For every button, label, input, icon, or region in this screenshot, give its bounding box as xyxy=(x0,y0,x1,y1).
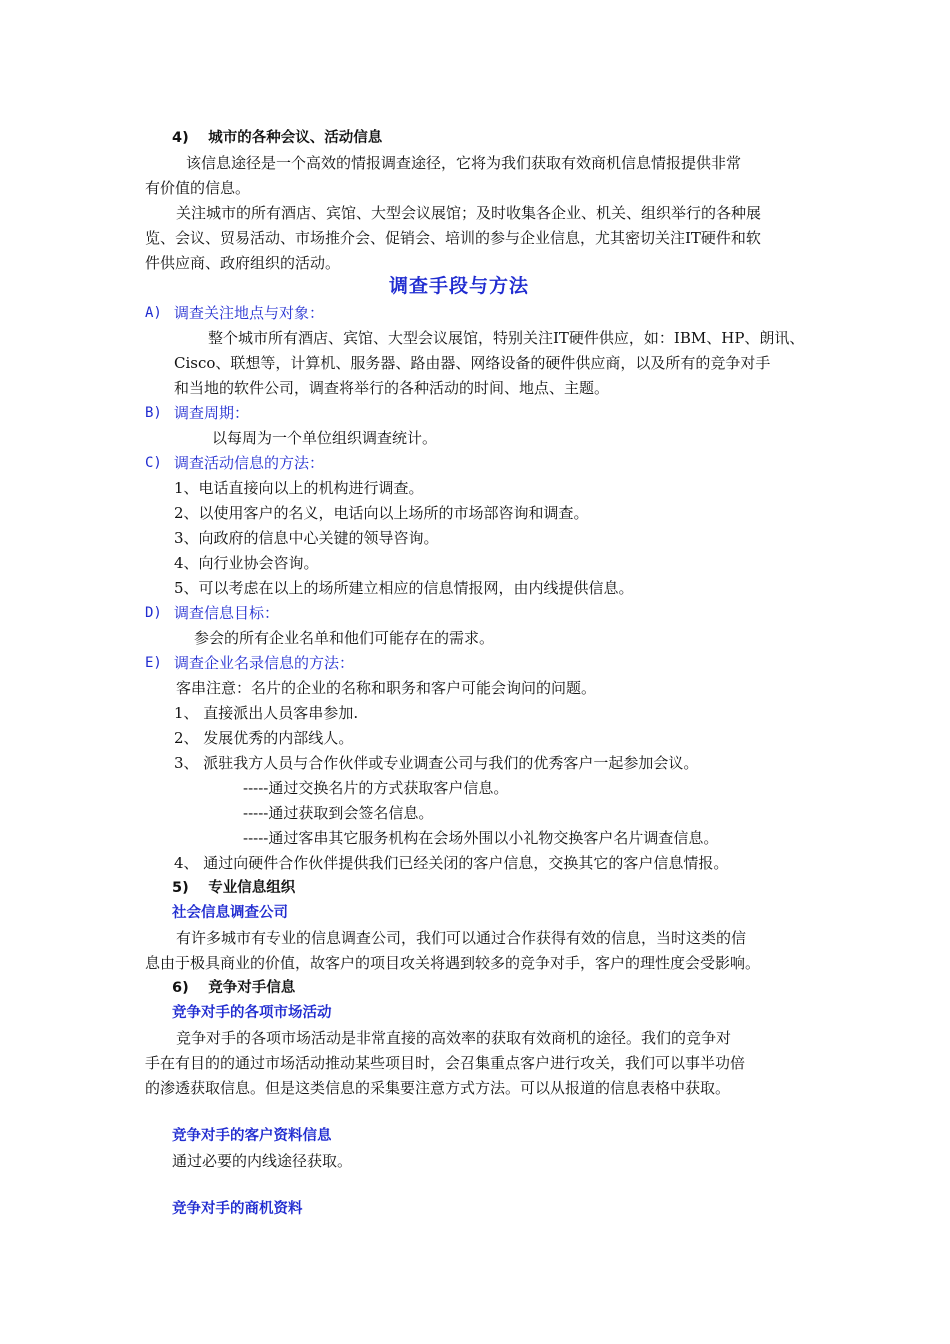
item-b-heading: 调查周期： xyxy=(174,404,250,422)
section-6-sub1-line1: 竞争对手的各项市场活动是非常直接的高效率的获取有效商机的途径。我们的竞争对 xyxy=(176,1029,732,1047)
item-c-list-item: 3、向政府的信息中心关键的领导咨询。 xyxy=(174,529,439,547)
section-5-subheading: 社会信息调查公司 xyxy=(172,905,288,921)
item-a-label: A) xyxy=(145,305,162,321)
item-c-list-item: 1、电话直接向以上的机构进行调查。 xyxy=(174,479,424,497)
section-6-sub1-heading: 竞争对手的各项市场活动 xyxy=(172,1005,332,1021)
item-e-list-item: 2、 发展优秀的内部线人。 xyxy=(174,729,354,747)
item-a-line1: 整个城市所有酒店、宾馆、大型会议展馆，特别关注IT硬件供应，如：IBM、HP、朗讯、 xyxy=(208,329,805,347)
item-c-heading: 调查活动信息的方法： xyxy=(174,454,325,472)
section-6-sub2-line1: 通过必要的内线途径获取。 xyxy=(172,1152,353,1170)
item-e-sub-item: -----通过交换名片的方式获取客户信息。 xyxy=(243,779,509,797)
section-6-sub2-heading: 竞争对手的客户资料信息 xyxy=(172,1128,332,1144)
methods-title: 调查手段与方法 xyxy=(389,275,530,297)
section-4-para2-line3: 件供应商、政府组织的活动。 xyxy=(145,254,341,272)
section-6-sub3-heading: 竞争对手的商机资料 xyxy=(172,1201,303,1217)
section-4-heading: 4) 城市的各种会议、活动信息 xyxy=(172,130,383,146)
section-6-sub1-line2: 手在有目的的通过市场活动推动某些项目时，会召集重点客户进行攻关，我们可以事半功倍 xyxy=(145,1054,746,1072)
item-e-list-item: 4、 通过向硬件合作伙伴提供我们已经关闭的客户信息，交换其它的客户信息情报。 xyxy=(174,854,729,872)
section-4-para1-line1: 该信息途径是一个高效的情报调查途径，它将为我们获取有效商机信息情报提供非常 xyxy=(186,154,742,172)
item-e-list-item: 1、 直接派出人员客串参加. xyxy=(174,704,359,722)
item-e-note: 客串注意：名片的企业的名称和职务和客户可能会询问的问题。 xyxy=(176,679,597,697)
item-b-line1: 以每周为一个单位组织调查统计。 xyxy=(212,429,438,447)
item-c-list-item: 2、以使用客户的名义，电话向以上场所的市场部咨询和调查。 xyxy=(174,504,589,522)
item-d-label: D) xyxy=(145,605,162,621)
section-4-para1-line2: 有价值的信息。 xyxy=(145,179,251,197)
section-6-sub1-line3: 的渗透获取信息。但是这类信息的采集要注意方式方法。可以从报道的信息表格中获取。 xyxy=(145,1079,731,1097)
section-6-heading: 6) 竞争对手信息 xyxy=(172,980,296,996)
section-5-line1: 有许多城市有专业的信息调查公司，我们可以通过合作获得有效的信息，当时这类的信 xyxy=(176,929,747,947)
item-c-label: C) xyxy=(145,455,162,471)
item-a-line3: 和当地的软件公司，调查将举行的各种活动的时间、地点、主题。 xyxy=(174,379,610,397)
section-5-heading: 5) 专业信息组织 xyxy=(172,880,296,896)
item-a-line2: Cisco、联想等，计算机、服务器、路由器、网络设备的硬件供应商，以及所有的竞争对手 xyxy=(174,354,771,372)
item-a-heading: 调查关注地点与对象： xyxy=(174,304,325,322)
item-c-list-item: 4、向行业协会咨询。 xyxy=(174,554,319,572)
item-e-list-item: 3、 派驻我方人员与合作伙伴或专业调查公司与我们的优秀客户一起参加会议。 xyxy=(174,754,699,772)
item-d-line1: 参会的所有企业名单和他们可能存在的需求。 xyxy=(194,629,495,647)
item-c-list-item: 5、可以考虑在以上的场所建立相应的信息情报网，由内线提供信息。 xyxy=(174,579,634,597)
item-e-sub-item: -----通过获取到会签名信息。 xyxy=(243,804,434,822)
item-b-label: B) xyxy=(145,405,162,421)
section-5-line2: 息由于极具商业的价值，故客户的项目攻关将遇到较多的竞争对手，客户的理性度会受影响。 xyxy=(145,954,761,972)
item-e-sub-item: -----通过客串其它服务机构在会场外围以小礼物交换客户名片调查信息。 xyxy=(243,829,719,847)
item-e-heading: 调查企业名录信息的方法： xyxy=(174,654,355,672)
item-d-heading: 调查信息目标： xyxy=(174,604,280,622)
item-e-label: E) xyxy=(145,655,162,671)
section-4-para2-line2: 览、会议、贸易活动、市场推介会、促销会、培训的参与企业信息，尤其密切关注IT硬件和软 xyxy=(145,229,761,247)
section-4-para2-line1: 关注城市的所有酒店、宾馆、大型会议展馆；及时收集各企业、机关、组织举行的各种展 xyxy=(176,204,762,222)
